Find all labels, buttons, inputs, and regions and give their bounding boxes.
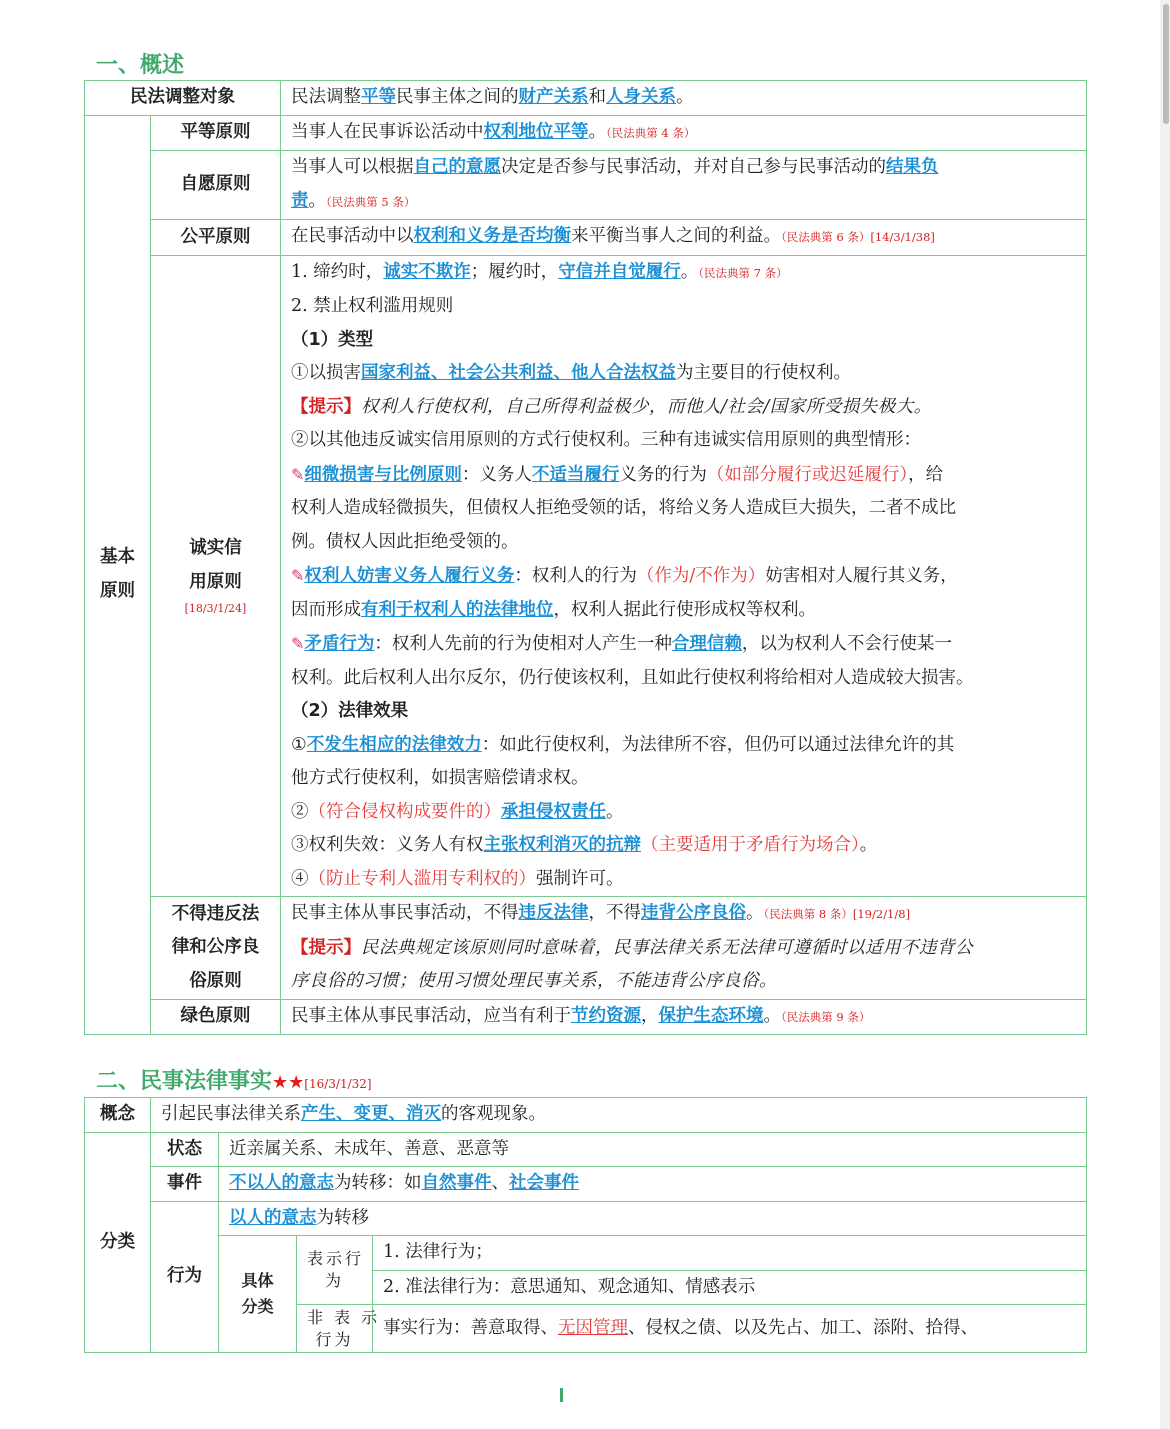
pencil-icon: ✎ xyxy=(291,464,305,484)
green-label: 绿色原则 xyxy=(151,999,281,1035)
expression-act-item-2: 2. 准法律行为：意思通知、观念通知、情感表示 xyxy=(373,1270,1087,1305)
good-faith-label: 诚实信 用原则 [18/3/1/24] xyxy=(151,255,281,897)
equal-content: 当事人在民事诉讼活动中权利地位平等。（民法典第 4 条） xyxy=(281,115,1087,151)
row-legal xyxy=(85,897,1087,1000)
green-content: 民事主体从事民事活动，应当有利于节约资源，保护生态环境。（民法典第 9 条） xyxy=(281,999,1087,1035)
event-label: 事件 xyxy=(151,1167,219,1202)
scrollbar-thumb[interactable] xyxy=(1163,4,1169,124)
row-state xyxy=(85,1132,1087,1167)
equal-label: 平等原则 xyxy=(151,115,281,151)
row-good-faith xyxy=(85,255,1087,897)
category-label: 分类 xyxy=(85,1132,151,1353)
section-2-title: 二、民事法律事实★★[16/3/1/32] xyxy=(96,1069,372,1094)
voluntary-content: 当事人可以根据自己的意愿决定是否参与民事活动，并对自己参与民事活动的结果负 责。（民法典第 5 条） xyxy=(281,151,1087,220)
concept-content: 引起民事法律关系产生、变更、消灭的客观现象。 xyxy=(151,1098,1087,1133)
spec-category-label: 具体 分类 xyxy=(219,1236,297,1353)
event-content: 不以人的意志为转移：如自然事件、社会事件 xyxy=(219,1167,1087,1202)
section-1-title: 一、概述 xyxy=(96,53,185,78)
fair-label: 公平原则 xyxy=(151,220,281,256)
scrollbar[interactable] xyxy=(1160,0,1170,1429)
legal-content: 民事主体从事民事活动，不得违反法律，不得违背公序良俗。（民法典第 8 条）[19/2/1/8] 【提示】民法典规定该原则同时意味着，民事法律关系无法律可遵循时以适用不违背公 序良俗的习惯；使用习惯处理民事关系，不能违背公序良俗。 xyxy=(281,897,1087,1000)
overview-table xyxy=(84,80,1087,1035)
legal-facts-table xyxy=(84,1097,1087,1353)
row-fair xyxy=(85,220,1087,256)
row-expr-1 xyxy=(85,1236,1087,1271)
fair-content: 在民事活动中以权利和义务是否均衡来平衡当事人之间的利益。（民法典第 6 条）[14/3/1/38] xyxy=(281,220,1087,256)
act-label: 行为 xyxy=(151,1201,219,1353)
row-adjust xyxy=(85,81,1087,116)
pencil-icon: ✎ xyxy=(291,566,305,585)
expression-act-label: 表示行 为 xyxy=(297,1236,373,1305)
act-will-content: 以人的意志为转移 xyxy=(219,1201,1087,1236)
non-expression-act-label: 非 表 示 行为 xyxy=(297,1305,373,1353)
row-voluntary xyxy=(85,151,1087,220)
row-concept xyxy=(85,1098,1087,1133)
good-faith-content: 1. 缔约时，诚实不欺诈；履约时，守信并自觉履行。（民法典第 7 条） 2. 禁止权利滥用规则 （1）类型 ①以损害国家利益、社会公共利益、他人合法权益为主要目的行使权利。 【提示】权利人行使权利，自己所得利益极少，而他人/社会/国家所受损失极大。 ②以其他违反诚实信用原则的方式行使权利。三种有违诚实信用原则的典型情形： ✎细微损害与比例原则：义务人不适当履行义务的行为（如部分履行或迟延履行），给 权利人造成轻微损失，但债权人拒绝受领的话，将给义务人造成巨大损失，二者不成比 例。债权人因此拒绝受领的。 ✎权利人妨害义务人履行义务：权利人的行为（作为/不作为）妨害相对人履行其义务， 因而形成有利于权利人的法律地位，权利人据此行使形成权等权利。 ✎矛盾行为：权利人先前的行为使相对人产生一种合理信赖，以为权利人不会行使某一 权利。此后权利人出尔反尔，仍行使该权利，且如此行使权利将给相对人造成较大损害。 （2）法律效果 ①不发生相应的法律效力：如此行使权利，为法律所不容，但仍可以通过法律允许的其 他方式行使权利，如损害赔偿请求权。 ②（符合侵权构成要件的）承担侵权责任。 ③权利失效：义务人有权主张权利消灭的抗辩（主要适用于矛盾行为场合）。 ④（防止专利人滥用专利权的）强制许可。 xyxy=(281,255,1087,897)
row-green xyxy=(85,999,1087,1035)
expression-act-item-1: 1. 法律行为； xyxy=(373,1236,1087,1271)
non-expression-act-content: 事实行为：善意取得、无因管理、侵权之债、以及先占、加工、添附、拾得、 xyxy=(373,1305,1087,1353)
row-act-will xyxy=(85,1201,1087,1236)
row-event xyxy=(85,1167,1087,1202)
state-content: 近亲属关系、未成年、善意、恶意等 xyxy=(219,1132,1087,1167)
row-equal xyxy=(85,115,1087,151)
voluntary-label: 自愿原则 xyxy=(151,151,281,220)
adjust-content: 民法调整平等民事主体之间的财产关系和人身关系。 xyxy=(281,81,1087,116)
adjust-label: 民法调整对象 xyxy=(85,81,281,116)
page-indicator xyxy=(560,1388,563,1402)
legal-label: 不得违反法 律和公序良 俗原则 xyxy=(151,897,281,1000)
basic-principles-label: 基本 原则 xyxy=(85,115,151,1035)
concept-label: 概念 xyxy=(85,1098,151,1133)
star-icon: ★★ xyxy=(272,1072,305,1093)
pencil-icon: ✎ xyxy=(291,634,305,653)
state-label: 状态 xyxy=(151,1132,219,1167)
